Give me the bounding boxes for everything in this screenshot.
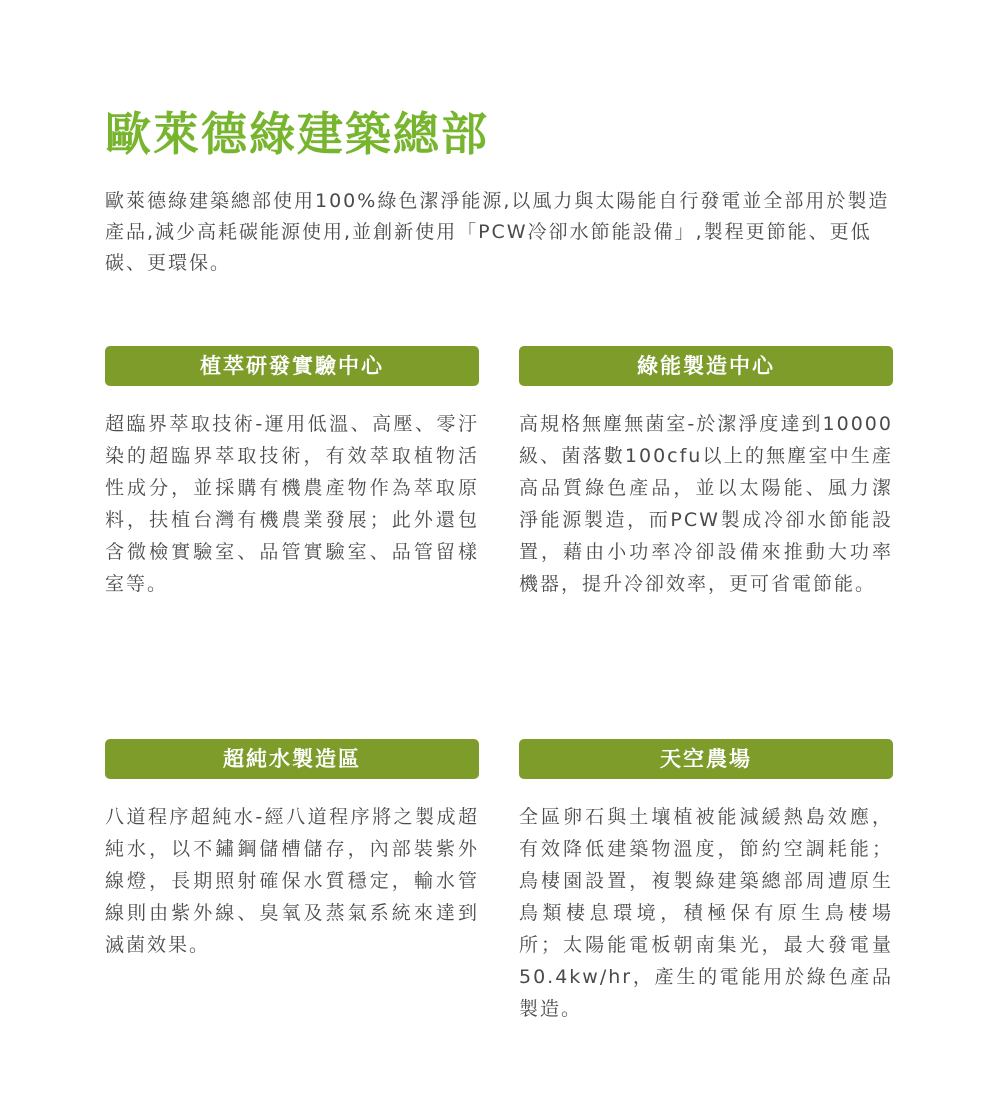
section-sky-farm [519, 739, 893, 1025]
section-botanical-lab [105, 346, 479, 600]
section-heading: 植萃研發實驗中心 [105, 346, 479, 386]
section-heading: 超純水製造區 [105, 739, 479, 779]
section-heading: 綠能製造中心 [519, 346, 893, 386]
section-body: 八道程序超純水-經八道程序將之製成超純水，以不鏽鋼儲槽儲存，內部裝紫外線燈，長期照射確保水質穩定，輸水管線則由紫外線、臭氧及蒸氣系統來達到滅菌效果。 [105, 806, 479, 956]
section-heading: 天空農場 [519, 739, 893, 779]
section-body: 全區卵石與土壤植被能減緩熱島效應，有效降低建築物溫度，節約空調耗能；鳥棲園設置，複製綠建築總部周遭原生鳥類棲息環境，積極保有原生鳥棲場所；太陽能電板朝南集光，最大發電量50.4kw/hr，產生的電能用於綠色產品製造。 [519, 806, 893, 1020]
section-body: 超臨界萃取技術-運用低溫、高壓、零汙染的超臨界萃取技術，有效萃取植物活性成分，並採購有機農產物作為萃取原料，扶植台灣有機農業發展；此外還包含微檢實驗室、品管實驗室、品管留樣室等。 [105, 413, 479, 595]
page-title: 歐萊德綠建築總部 [105, 107, 489, 161]
section-body: 高規格無塵無菌室-於潔淨度達到10000級、菌落數100cfu以上的無塵室中生產高品質綠色產品，並以太陽能、風力潔淨能源製造，而PCW製成冷卻水節能設置，藉由小功率冷卻設備來推動大功率機器，提升冷卻效率，更可省電節能。 [519, 413, 893, 595]
section-ultrapure-water [105, 739, 479, 961]
section-green-manufacturing [519, 346, 893, 600]
intro-paragraph: 歐萊德綠建築總部使用100%綠色潔淨能源,以風力與太陽能自行發電並全部用於製造產品,減少高耗碳能源使用,並創新使用「PCW冷卻水節能設備」,製程更節能、更低碳、更環保。 [105, 190, 890, 274]
